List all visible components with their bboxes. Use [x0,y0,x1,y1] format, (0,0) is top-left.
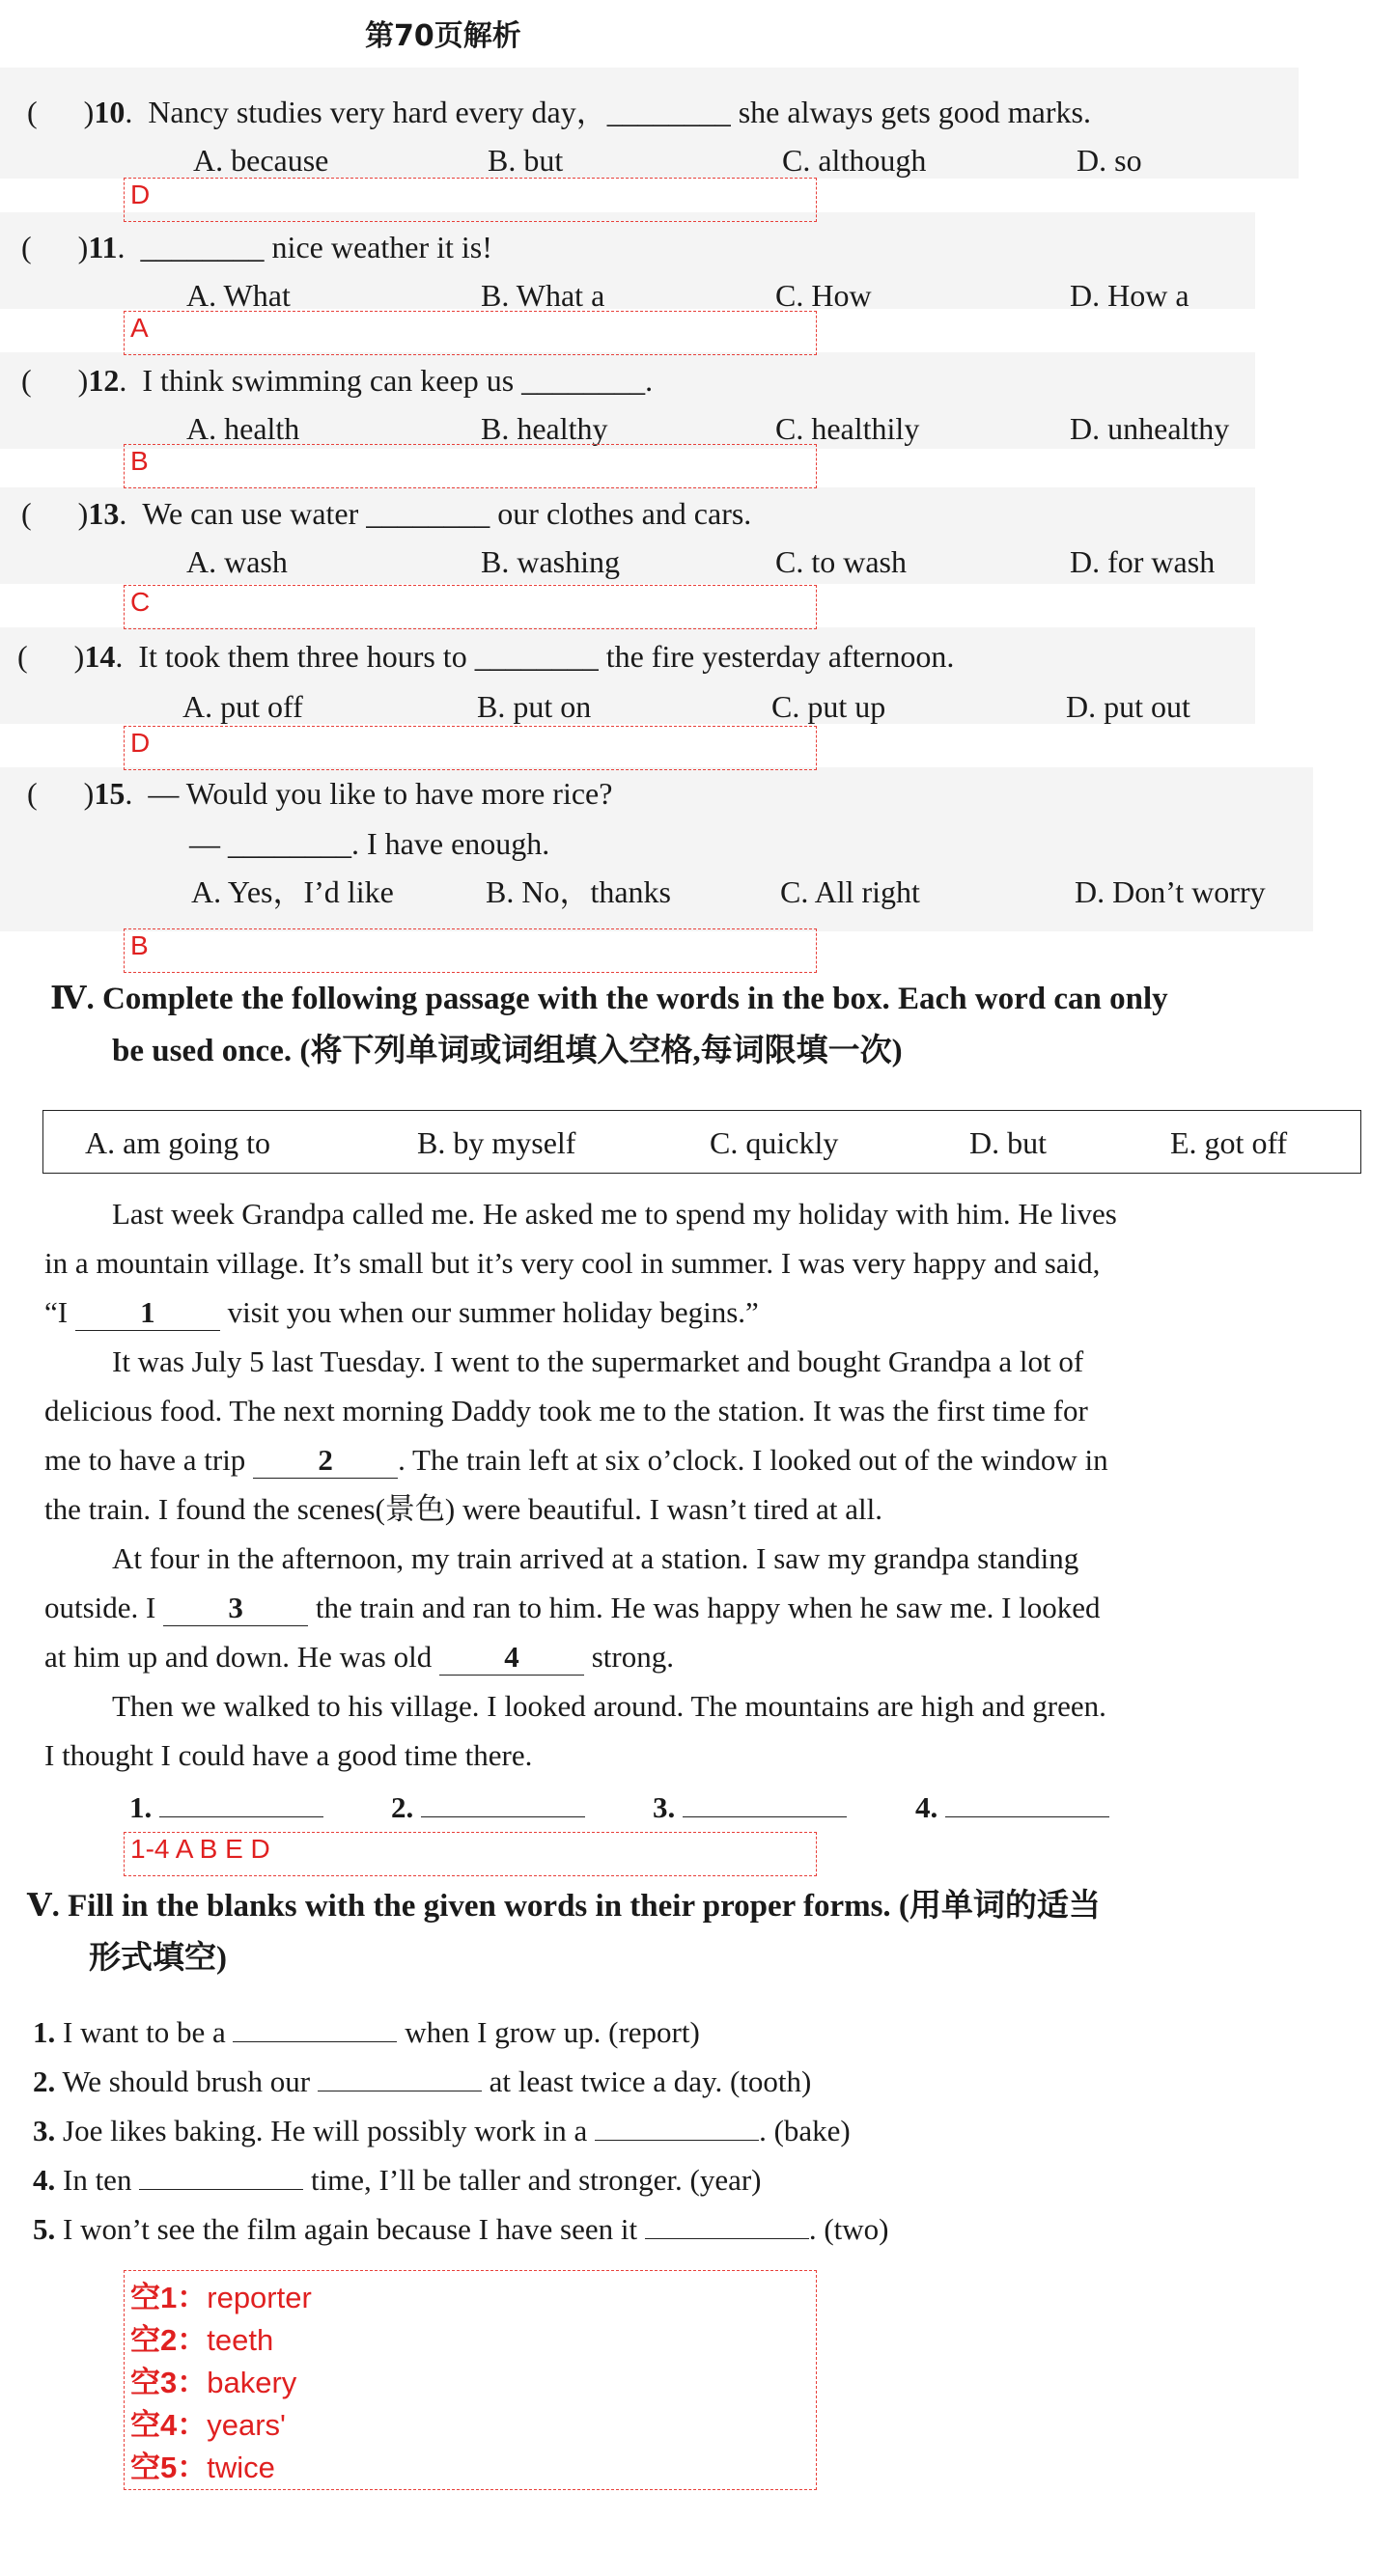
answer-box-15 [124,928,817,973]
passage-line: the train. I found the scenes(景色) were beautiful. I wasn’t tired at all. [44,1492,882,1526]
option-c: C. although [782,143,927,178]
question-stem: — Would you like to have more rice? [148,776,613,811]
section-4-heading-2: be used once. (将下列单词或词组填入空格,每词限填一次) [112,1034,903,1068]
option-d: D. Don’t worry [1075,874,1266,909]
item-number: 3. [33,2114,56,2147]
passage-line [44,1583,1101,1632]
answer-key: 空3： [130,2366,208,2399]
answer-line [130,2362,816,2404]
answer-blank [945,1816,1109,1817]
fill-item-5 [33,2204,889,2254]
question-stem: We can use water ________ our clothes and cars. [142,496,752,531]
blank-2: 2 [253,1443,398,1479]
section-4-heading: Ⅳ. Complete the following passage with the words in the box. Each word can only [50,982,1168,1016]
section-5-heading: Ⅴ. Fill in the blanks with the given words in their proper forms. (用单词的适当 [27,1889,1101,1924]
answer-key: 空2： [130,2323,208,2357]
fill-item-4 [33,2155,761,2204]
option-d: D. so [1077,143,1142,178]
passage-line [44,1435,1108,1484]
answer-line-3 [653,1783,847,1832]
passage-text: strong. [591,1640,674,1674]
passage-text: the train and ran to him. He was happy when he saw me. I looked [315,1591,1101,1624]
answer-key: 空4： [130,2408,208,2442]
question-15: ( )15. — Would you like to have more rice? [27,776,613,811]
option-b: B. washing [481,544,620,579]
question-stem: Nancy studies very hard every day，________ she always gets good marks. [148,95,1091,129]
option-a: A. What [186,278,291,313]
question-stem: ________ nice weather it is! [140,230,492,264]
item-text: In ten [63,2163,132,2197]
answer-box-13 [124,585,817,629]
item-number: 5. [33,2212,56,2246]
passage-text: at him up and down. He was old [44,1640,433,1674]
blank-3: 3 [163,1591,308,1626]
option-a: A. wash [186,544,288,579]
passage-line [44,1632,674,1681]
answer-label: 3. [653,1790,676,1824]
item-number: 4. [33,2163,56,2197]
question-10: ( )10. Nancy studies very hard every day，________ she always gets good marks. [27,95,1091,129]
answer-blank [683,1816,847,1817]
item-text: time, I’ll be taller and stronger. (year) [310,2163,762,2197]
option-d: D. for wash [1070,544,1216,579]
question-number: 12 [88,363,120,398]
answer-blank [421,1816,585,1817]
passage-line: I thought I could have a good time there. [44,1738,533,1772]
answer-line [130,2447,816,2489]
fill-blank [139,2189,303,2190]
option-a: A. health [186,411,300,446]
question-14: ( )14. It took them three hours to ________ the fire yesterday afternoon. [17,639,955,674]
item-text: I won’t see the film again because I have seen it [63,2212,638,2246]
section-5-heading-2: 形式填空) [89,1941,227,1976]
question-12: ( )12. I think swimming can keep us ________. [21,363,654,398]
answer-line-2 [391,1783,585,1832]
passage-line: At four in the afternoon, my train arrived at a station. I saw my grandpa standing [112,1541,1079,1575]
answer-blank [159,1816,323,1817]
fill-item-3 [33,2106,851,2155]
answer-box-12 [124,444,817,488]
item-text: I want to be a [63,2015,226,2049]
answer-text: 1-4 A B E D [130,1834,270,1864]
answer-value: bakery [207,2366,297,2399]
answer-box-14 [124,726,817,770]
answer-box-section-4 [124,1832,817,1876]
passage-text: visit you when our summer holiday begins.” [227,1295,759,1329]
passage-line: in a mountain village. It’s small but it’s very cool in summer. I was very happy and said, [44,1246,1101,1280]
passage-text: . The train left at six o’clock. I looked out of the window in [398,1443,1108,1477]
fill-item-2 [33,2057,811,2106]
item-number: 1. [33,2015,56,2049]
passage-line: delicious food. The next morning Daddy took me to the station. It was the first time for [44,1394,1088,1427]
option-b: B. No，thanks [486,874,672,909]
option-d: D. How a [1070,278,1189,313]
answer-label: 4. [915,1790,938,1824]
answer-text: B [130,446,149,476]
fill-blank [645,2238,809,2239]
answer-line [130,2404,816,2447]
fill-item-1 [33,2008,700,2057]
option-d: D. unhealthy [1070,411,1230,446]
answer-key: 空1： [130,2281,208,2314]
answer-value: reporter [207,2281,312,2314]
passage-line: It was July 5 last Tuesday. I went to the supermarket and bought Grandpa a lot of [112,1344,1084,1378]
option-c: C. put up [771,689,886,724]
question-stem-2: — ________. I have enough. [189,826,550,861]
answer-text: A [130,313,149,343]
option-c: C. to wash [775,544,907,579]
question-11: ( )11. ________ nice weather it is! [21,230,492,264]
option-c: C. How [775,278,872,313]
answer-text: B [130,930,149,960]
answer-label: 1. [129,1790,153,1824]
option-a: A. because [193,143,329,178]
item-text: . (two) [808,2212,889,2246]
answer-text: D [130,180,151,209]
answer-key: 空5： [130,2451,208,2484]
fill-blank [233,2041,397,2042]
question-13: ( )13. We can use water ________ our clothes and cars. [21,496,752,531]
box-word-c: C. quickly [710,1125,839,1160]
option-b: B. put on [477,689,592,724]
answer-box-section-5 [124,2270,817,2490]
answer-label: 2. [391,1790,414,1824]
answer-text: C [130,587,151,617]
option-d: D. put out [1066,689,1190,724]
option-b: B. healthy [481,411,608,446]
passage-text: outside. I [44,1591,156,1624]
item-text: Joe likes baking. He will possibly work in a [63,2114,588,2147]
question-number: 13 [88,496,120,531]
blank-1: 1 [75,1295,220,1331]
question-stem: I think swimming can keep us ________. [142,363,654,398]
option-a: A. Yes，I’d like [191,874,394,909]
option-c: C. healthily [775,411,920,446]
item-number: 2. [33,2064,56,2098]
fill-blank [595,2140,759,2141]
box-word-e: E. got off [1170,1125,1288,1160]
answer-box-10 [124,178,817,222]
option-c: C. All right [780,874,920,909]
answer-line-4 [915,1783,1109,1832]
question-number: 10 [94,95,126,129]
question-number: 14 [84,639,116,674]
blank-4: 4 [439,1640,584,1676]
passage-line: Last week Grandpa called me. He asked me to spend my holiday with him. He lives [112,1197,1117,1231]
answer-line [130,2277,816,2319]
passage-line: Then we walked to his village. I looked around. The mountains are high and green. [112,1689,1106,1723]
passage-text: “I [44,1295,69,1329]
answer-line [130,2319,816,2362]
box-word-a: A. am going to [85,1125,270,1160]
box-word-b: B. by myself [417,1125,576,1160]
passage-text: me to have a trip [44,1443,246,1477]
answer-box-11 [124,311,817,355]
answer-text: D [130,728,151,758]
answer-line-1 [129,1783,323,1832]
question-number: 15 [94,776,126,811]
option-b: B. What a [481,278,605,313]
item-text: . (bake) [759,2114,851,2147]
item-text: at least twice a day. (tooth) [489,2064,812,2098]
option-b: B. but [488,143,564,178]
answer-value: years' [207,2408,286,2442]
box-word-d: D. but [969,1125,1047,1160]
item-text: when I grow up. (report) [405,2015,700,2049]
page-title: 第70页解析 [365,19,521,53]
option-a: A. put off [182,689,303,724]
question-number: 11 [88,230,118,264]
question-stem: It took them three hours to ________ the fire yesterday afternoon. [138,639,955,674]
answer-value: twice [207,2451,275,2484]
answer-value: teeth [207,2323,274,2357]
passage-line [44,1288,759,1337]
item-text: We should brush our [62,2064,311,2098]
